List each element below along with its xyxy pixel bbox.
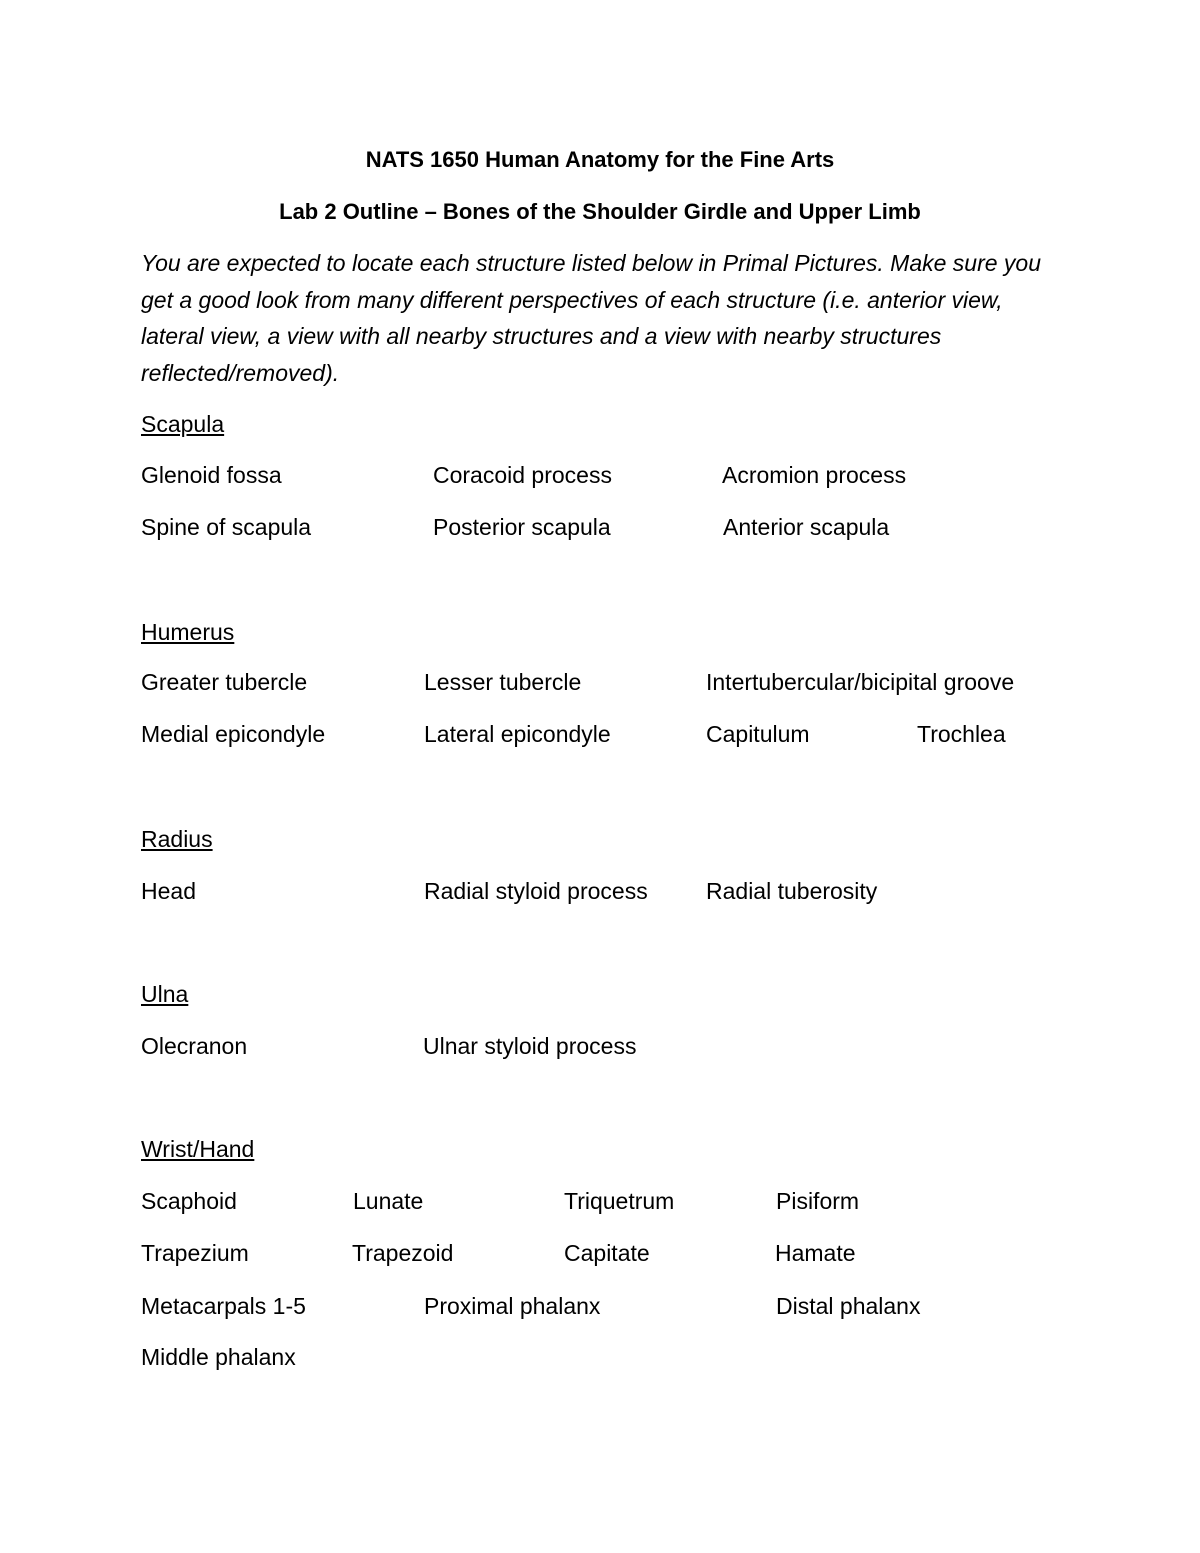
term-lateral-epicondyle: Lateral epicondyle: [424, 721, 611, 747]
term-medial-epicondyle: Medial epicondyle: [141, 721, 326, 747]
term-olecranon: Olecranon: [141, 1033, 248, 1059]
intro-paragraph: You are expected to locate each structure listed below in Primal Pictures. Make sure you get a good look from many different perspectives of each structure (i.e. anterior view, lateral view, a view with all nearby structures and a view with nearby structures reflected/removed).: [141, 250, 1042, 386]
term-capitulum: Capitulum: [706, 721, 810, 747]
section-heading-humerus: Humerus: [141, 619, 235, 645]
section-heading-scapula: Scapula: [141, 411, 225, 437]
term-distal-phalanx: Distal phalanx: [776, 1293, 921, 1319]
document-title: NATS 1650 Human Anatomy for the Fine Arts: [365, 147, 835, 172]
term-greater-tubercle: Greater tubercle: [141, 669, 308, 695]
term-trapezoid: Trapezoid: [352, 1240, 454, 1266]
term-hamate: Hamate: [775, 1240, 856, 1266]
term-scaphoid: Scaphoid: [141, 1188, 237, 1214]
term-head: Head: [141, 878, 196, 904]
term-lesser-tubercle: Lesser tubercle: [424, 669, 582, 695]
term-acromion-process: Acromion process: [722, 462, 907, 488]
term-posterior-scapula: Posterior scapula: [433, 514, 611, 540]
term-spine-of-scapula: Spine of scapula: [141, 514, 312, 540]
term-ulnar-styloid-process: Ulnar styloid process: [423, 1033, 637, 1059]
term-coracoid-process: Coracoid process: [433, 462, 612, 488]
term-middle-phalanx: Middle phalanx: [141, 1344, 296, 1370]
term-triquetrum: Triquetrum: [564, 1188, 675, 1214]
term-metacarpals: Metacarpals 1-5: [141, 1293, 306, 1319]
term-trochlea: Trochlea: [917, 721, 1006, 747]
term-trapezium: Trapezium: [141, 1240, 249, 1266]
section-heading-wrist-hand: Wrist/Hand: [141, 1136, 255, 1162]
term-capitate: Capitate: [564, 1240, 650, 1266]
term-anterior-scapula: Anterior scapula: [723, 514, 890, 540]
term-lunate: Lunate: [353, 1188, 424, 1214]
section-heading-ulna: Ulna: [141, 981, 189, 1007]
term-intertubercular-groove: Intertubercular/bicipital groove: [706, 669, 1015, 695]
term-glenoid-fossa: Glenoid fossa: [141, 462, 282, 488]
term-radial-styloid-process: Radial styloid process: [424, 878, 648, 904]
term-radial-tuberosity: Radial tuberosity: [706, 878, 878, 904]
term-proximal-phalanx: Proximal phalanx: [424, 1293, 601, 1319]
term-pisiform: Pisiform: [776, 1188, 860, 1214]
document-subtitle: Lab 2 Outline – Bones of the Shoulder Girdle and Upper Limb: [279, 199, 921, 224]
section-heading-radius: Radius: [141, 826, 213, 852]
